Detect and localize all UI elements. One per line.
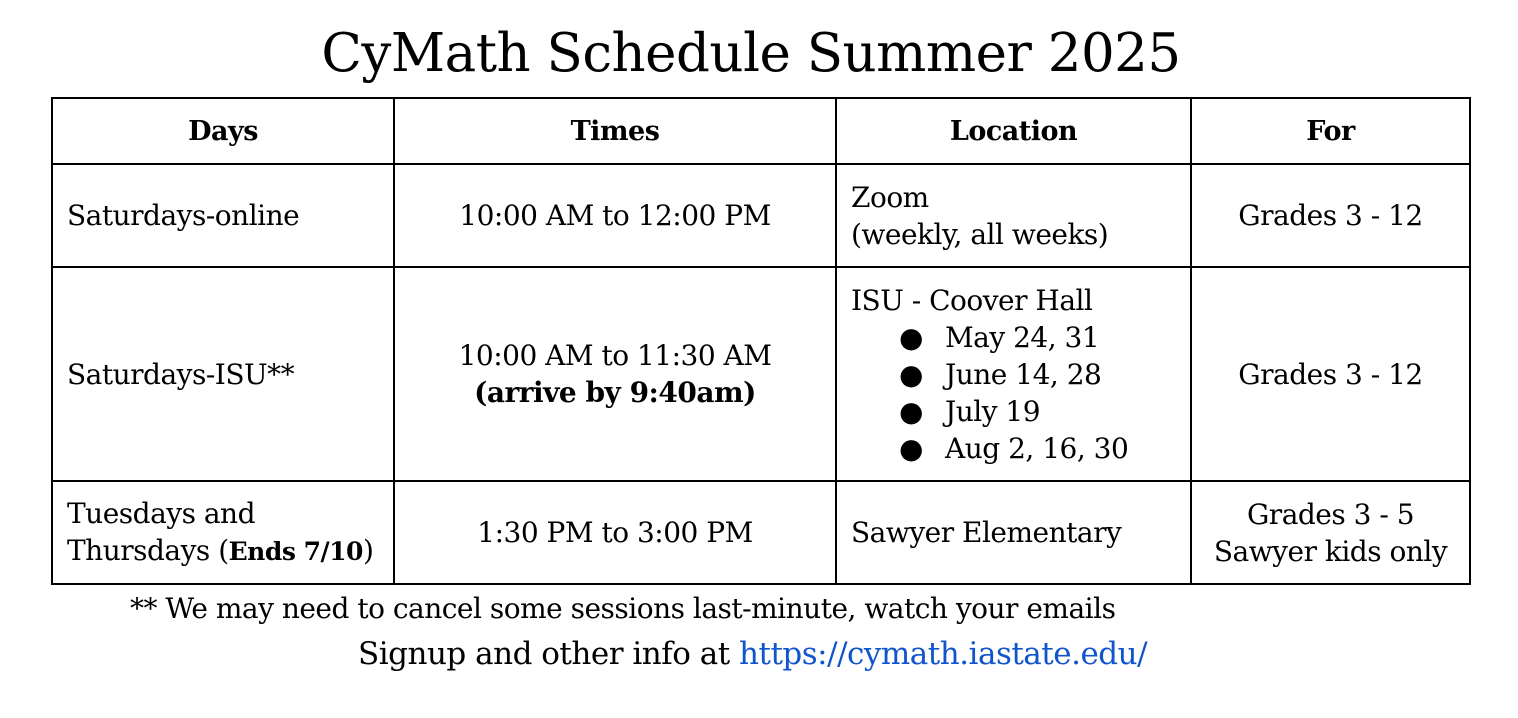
- bullet-icon: ●: [899, 431, 923, 465]
- signup-line: [358, 634, 1147, 674]
- bullet-icon: ●: [899, 394, 923, 428]
- signup-link[interactable]: https://cymath.iastate.edu/: [739, 636, 1148, 672]
- time-range: 10:00 AM to 11:30 AM: [458, 339, 772, 372]
- days-prefix: Thursdays (: [67, 534, 229, 567]
- days-line: [67, 532, 393, 570]
- cell-for: Grades 3 - 12: [1191, 164, 1470, 267]
- signup-text: Signup and other info at: [358, 636, 740, 672]
- cell-days: Saturdays-ISU**: [52, 267, 394, 481]
- session-date: July 19: [945, 394, 1041, 428]
- session-date: May 24, 31: [945, 320, 1100, 354]
- location-detail: (weekly, all weeks): [851, 217, 1109, 251]
- header-days: Days: [52, 98, 394, 164]
- bullet-icon: ●: [899, 357, 923, 391]
- cell-location: [836, 164, 1191, 267]
- table-row: [52, 164, 1470, 267]
- grade-range: Grades 3 - 5: [1246, 497, 1415, 531]
- cell-times: 10:00 AM to 12:00 PM: [394, 164, 836, 267]
- end-date-note: Ends 7/10: [228, 537, 363, 566]
- days-line: Tuesdays and: [67, 497, 256, 530]
- cell-location: [836, 267, 1191, 481]
- cell-for: Grades 3 - 12: [1191, 267, 1470, 481]
- cell-location: Sawyer Elementary: [836, 481, 1191, 584]
- session-date: June 14, 28: [945, 357, 1102, 391]
- location-name: ISU - Coover Hall: [851, 283, 1093, 317]
- cancellation-note: ** We may need to cancel some sessions last-minute, watch your emails: [130, 592, 1116, 625]
- bullet-icon: ●: [899, 320, 923, 354]
- table-row: [52, 481, 1470, 584]
- list-item: [899, 356, 1190, 393]
- cell-for: [1191, 481, 1470, 584]
- cell-days: Saturdays-online: [52, 164, 394, 267]
- eligibility-note: Sawyer kids only: [1213, 534, 1448, 568]
- header-for: For: [1191, 98, 1470, 164]
- list-item: [899, 430, 1190, 467]
- table-header-row: [52, 98, 1470, 164]
- header-location: Location: [836, 98, 1191, 164]
- arrival-note: (arrive by 9:40am): [474, 376, 756, 409]
- table-row: [52, 267, 1470, 481]
- days-suffix: ): [362, 534, 374, 567]
- cell-times: 1:30 PM to 3:00 PM: [394, 481, 836, 584]
- session-date: Aug 2, 16, 30: [945, 431, 1129, 465]
- page-title: CyMath Schedule Summer 2025: [321, 23, 1181, 84]
- location-name: Zoom: [851, 180, 929, 214]
- cell-times: [394, 267, 836, 481]
- session-dates-list: [851, 319, 1190, 467]
- list-item: [899, 319, 1190, 356]
- cell-days: [52, 481, 394, 584]
- list-item: [899, 393, 1190, 430]
- schedule-table: [51, 97, 1471, 585]
- header-times: Times: [394, 98, 836, 164]
